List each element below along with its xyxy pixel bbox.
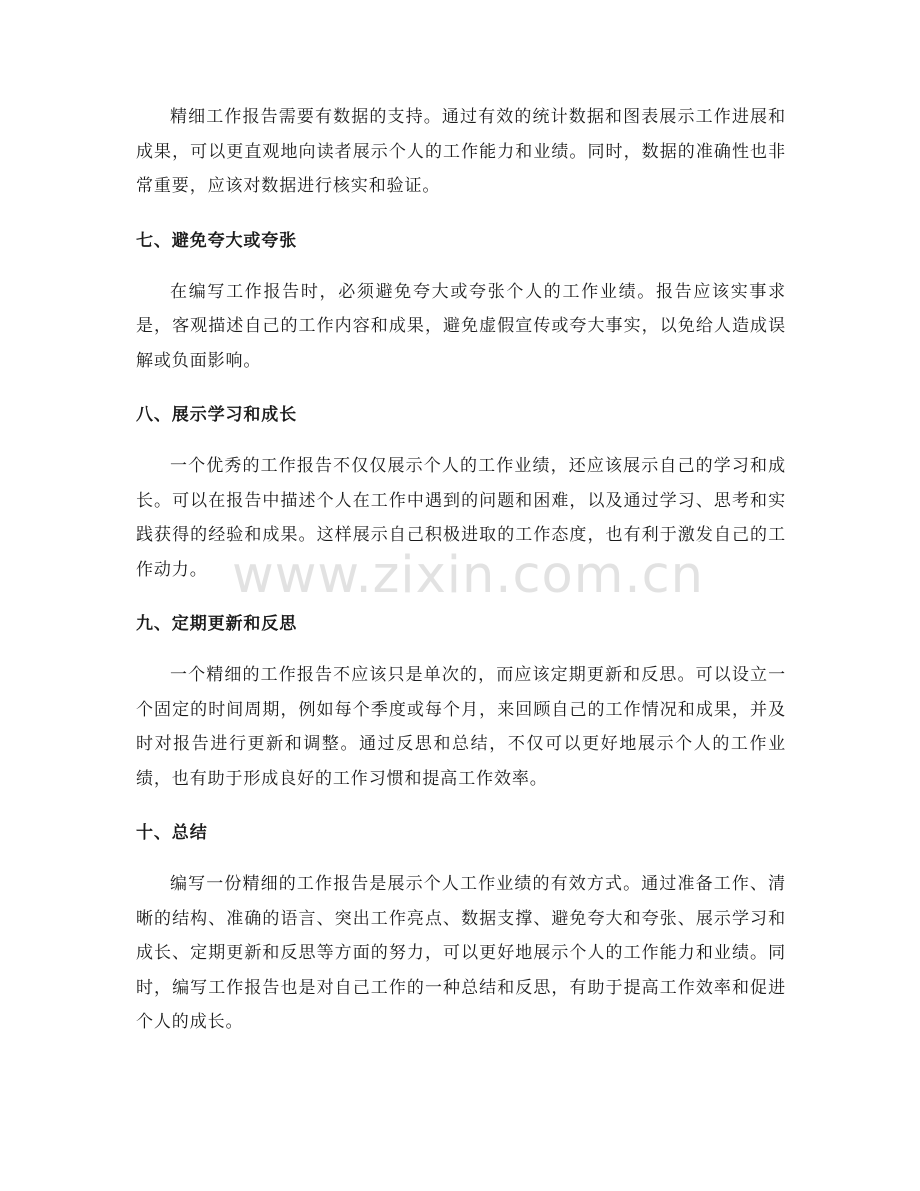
watermark: www.zixin.com.cn [232,546,704,605]
heading-avoid-exaggeration: 七、避免夸大或夸张 [136,230,298,251]
paragraph-learning-growth: 一个优秀的工作报告不仅仅展示个人的工作业绩，还应该展示自己的学习和成长。可以在报告中描述个人在工作中遇到的问题和困难，以及通过学习、思考和实践获得的经验和成果。这样展示自己积极进取的工作态度，也有利于激发自己的工作动力。 [136,456,786,580]
paragraph-update-reflect: 一个精细的工作报告不应该只是单次的，而应该定期更新和反思。可以设立一个固定的时间周期，例如每个季度或每个月，来回顾自己的工作情况和成果，并及时对报告进行更新和调整。通过反思和总结，不仅可以更好地展示个人的工作业绩，也有助于形成良好的工作习惯和提高工作效率。 [136,665,786,789]
heading-learning-growth: 八、展示学习和成长 [136,405,298,425]
paragraph-avoid-exaggeration: 在编写工作报告时，必须避免夸大或夸张个人的工作业绩。报告应该实事求是，客观描述自己的工作内容和成果，避免虚假宣传或夸大事实，以免给人造成误解或负面影响。 [136,281,786,371]
document-body [136,100,786,1040]
paragraph-data-support: 精细工作报告需要有数据的支持。通过有效的统计数据和图表展示工作进展和成果，可以更直观地向读者展示个人的工作能力和业绩。同时，数据的准确性也非常重要，应该对数据进行核实和验证。 [136,107,786,196]
paragraph-summary: 编写一份精细的工作报告是展示个人工作业绩的有效方式。通过准备工作、清晰的结构、准确的语言、突出工作亮点、数据支撑、避免夸大和夸张、展示学习和成长、定期更新和反思等方面的努力，可以更好地展示个人的工作能力和业绩。同时，编写工作报告也是对自己工作的一种总结和反思，有助于提高工作效率和促进个人的成长。 [136,874,786,1032]
heading-update-reflect: 九、定期更新和反思 [136,614,298,634]
heading-summary: 十、总结 [136,823,208,843]
